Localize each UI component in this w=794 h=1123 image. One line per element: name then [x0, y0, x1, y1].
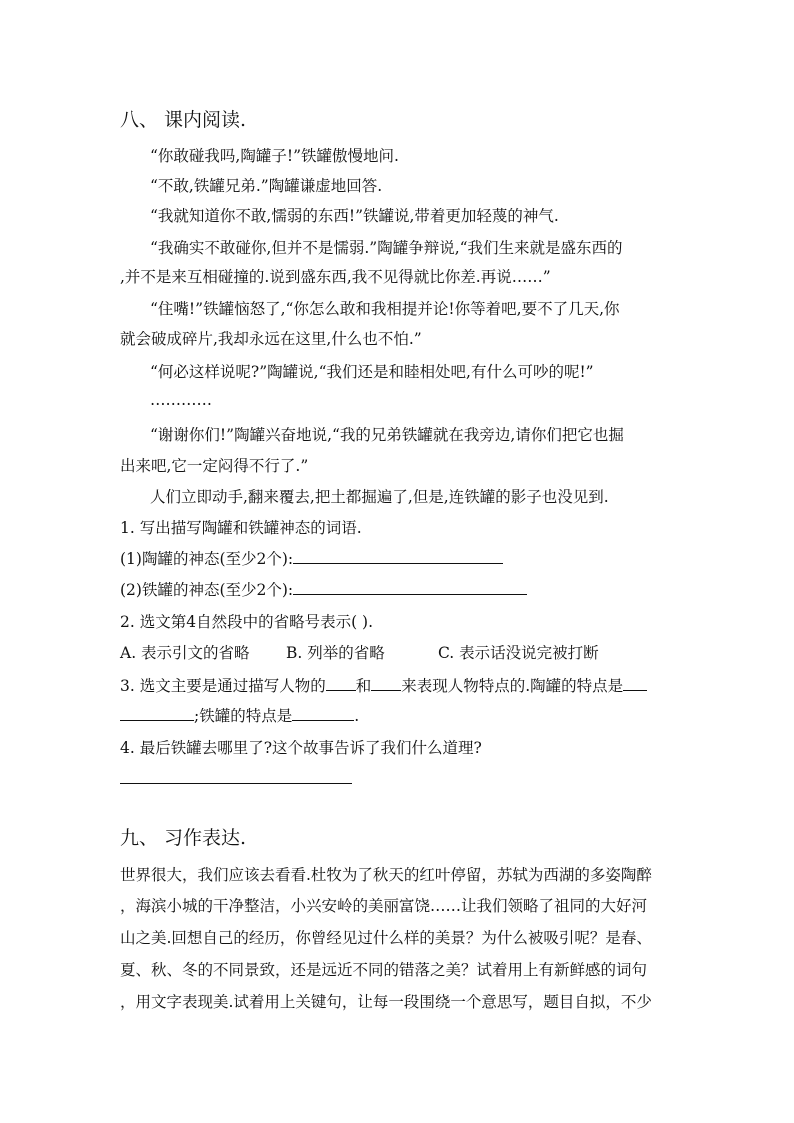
question-3-text-1: 3. 选文主要是通过描写人物的 — [120, 677, 326, 695]
passage-paragraph-2: “不敢,铁罐兄弟.”陶罐谦虚地回答. — [150, 177, 383, 195]
question-2: 2. 选文第4自然段中的省略号表示( ). — [120, 613, 374, 631]
answer-blank-3c-cont[interactable] — [120, 706, 194, 721]
section-9-heading: 九、 习作表达. — [120, 827, 247, 849]
question-1a-label: (1)陶罐的神态(至少2个): — [120, 550, 294, 568]
passage-paragraph-8: 人们立即动手,翻来覆去,把土都掘遍了,但是,连铁罐的影子也没见到. — [150, 488, 609, 506]
passage-paragraph-7-line-1: “谢谢你们!”陶罐兴奋地说,“我的兄弟铁罐就在我旁边,请你们把它也掘 — [150, 426, 624, 444]
question-3-line-1 — [120, 676, 680, 696]
passage-paragraph-4-line-1: “我确实不敢碰你,但并不是懦弱.”陶罐争辩说,“我们生来就是盛东西的 — [150, 239, 623, 257]
option-a[interactable]: A. 表示引文的省略 — [120, 644, 250, 662]
writing-prompt-line-5: ，用文字表现美.试着用上关键句，让每一段围绕一个意思写，题目自拟，不少 — [120, 993, 652, 1011]
question-3-text-5: . — [354, 707, 360, 725]
question-3-text-4: ;铁罐的特点是 — [194, 707, 293, 725]
answer-blank-1a[interactable] — [293, 549, 503, 564]
option-c[interactable]: C. 表示话没说完被打断 — [438, 644, 599, 662]
passage-ellipsis: ………… — [150, 391, 212, 409]
writing-prompt-line-2: ，海滨小城的干净整洁，小兴安岭的美丽富饶……让我们领略了祖同的大好河 — [120, 897, 648, 915]
question-1b-label: (2)铁罐的神态(至少2个): — [120, 581, 294, 599]
question-2-options — [120, 643, 680, 663]
section-8-heading: 八、 课内阅读. — [120, 109, 247, 131]
option-b[interactable]: B. 列举的省略 — [286, 644, 385, 662]
answer-line-4[interactable] — [120, 783, 352, 784]
writing-prompt-line-1: 世界很大，我们应该去看看.杜牧为了秋天的红叶停留，苏轼为西湖的多姿陶醉 — [120, 866, 652, 884]
question-3-line-2 — [120, 706, 680, 726]
answer-blank-3d[interactable] — [292, 706, 354, 721]
passage-paragraph-4-line-2: ,并不是来互相碰撞的.说到盛东西,我不见得就比你差.再说……” — [120, 268, 551, 286]
answer-blank-1b[interactable] — [293, 580, 527, 595]
passage-paragraph-7-line-2: 出来吧,它一定闷得不行了.” — [120, 457, 309, 475]
answer-blank-3a[interactable] — [326, 676, 356, 691]
question-1b-row — [120, 580, 680, 600]
writing-prompt-line-4: 夏、秋、冬的不同景致，还是远近不同的错落之美？试着用上有新鲜感的词句 — [120, 961, 648, 979]
writing-prompt-line-3: 山之美.回想自己的经历，你曾经见过什么样的美景？为什么被吸引呢？是春、 — [120, 929, 652, 947]
passage-paragraph-5-line-2: 就会破成碎片,我却永远在这里,什么也不怕.” — [120, 330, 422, 348]
question-3-text-2: 和 — [355, 677, 372, 695]
answer-blank-3b[interactable] — [371, 676, 401, 691]
passage-paragraph-6: “何必这样说呢?”陶罐说,“我们还是和睦相处吧,有什么可吵的呢!” — [150, 363, 594, 381]
passage-paragraph-5-line-1: “住嘴!”铁罐恼怒了,“你怎么敢和我相提并论!你等着吧,要不了几天,你 — [150, 300, 620, 318]
passage-paragraph-3: “我就知道你不敢,懦弱的东西!”铁罐说,带着更加轻蔑的神气. — [150, 207, 559, 225]
passage-paragraph-1: “你敢碰我吗,陶罐子!”铁罐傲慢地问. — [150, 147, 399, 165]
question-4: 4. 最后铁罐去哪里了?这个故事告诉了我们什么道理? — [120, 739, 482, 757]
question-3-text-3: 来表现人物特点的.陶罐的特点是 — [401, 677, 624, 695]
question-1a-row — [120, 549, 680, 569]
answer-blank-3c[interactable] — [623, 676, 647, 691]
question-1: 1. 写出描写陶罐和铁罐神态的词语. — [120, 519, 362, 537]
